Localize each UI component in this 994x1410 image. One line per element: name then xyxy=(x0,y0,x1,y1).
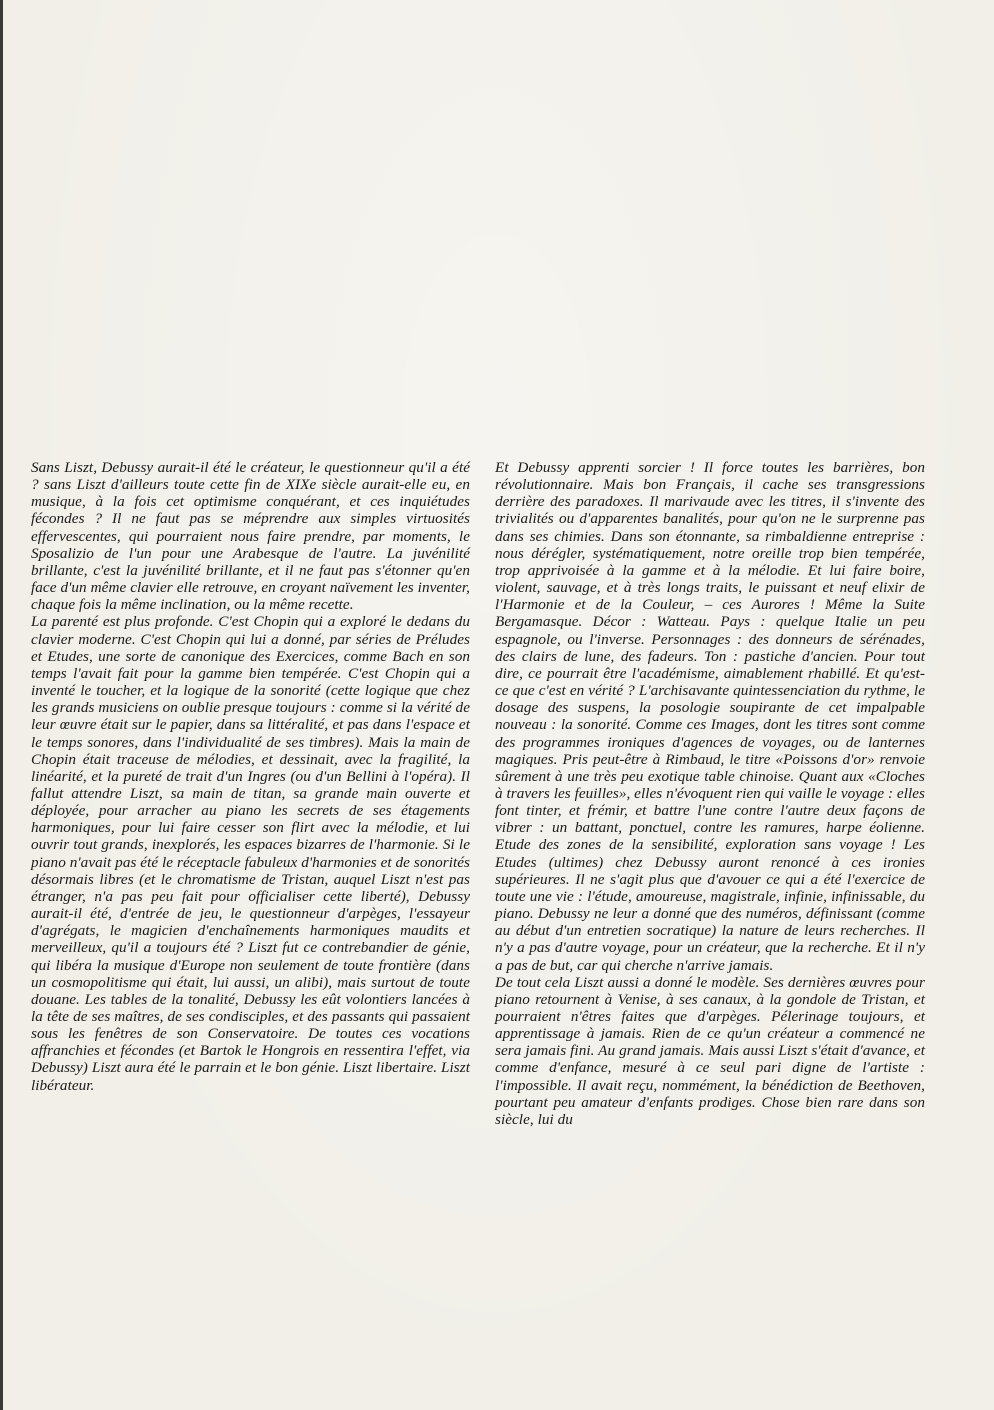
left-paragraph-1: Sans Liszt, Debussy aurait-il été le créateur, le questionneur qu'il a été ? sans Liszt d'ailleurs toute cette fin de XIXe siècle aurait-elle eu, en musique, à la fois cet optimisme conquérant, et ces inquiétudes fécondes ? Il ne faut pas se méprendre aux simples virtuosités effervescentes, qui pourraient nous faire prendre, par moments, le Sposalizio de l'un pour une Arabesque de l'autre. La juvénilité brillante, c'est la juvénilité brillante, et il ne faut pas s'étonner qu'en face d'un même clavier elle retrouve, en croyant naïvement les inventer, chaque fois la même inclination, ou la même recette. xyxy=(31,459,470,614)
right-text-column xyxy=(495,459,925,1128)
page-edge-shadow xyxy=(0,0,3,1410)
left-paragraph-2: La parenté est plus profonde. C'est Chopin qui a exploré le dedans du clavier moderne. C'est Chopin qui lui a donné, par séries de Préludes et Etudes, une sorte de canonique des Exercices, comme Bach en son temps l'avait fait pour la gamme bien tempérée. C'est Chopin qui a inventé le toucher, et la logique de la sonorité (cette logique que chez les grands musiciens on oublie presque toujours : comme si la vérité de leur œuvre était sur le papier, dans sa littéralité, et pas dans l'espace et le temps sonores, dans l'individualité de ses timbres). Mais la main de Chopin était traceuse de mélodies, et dessinait, avec la fragilité, la linéarité, et la pureté de trait d'un Ingres (ou d'un Bellini à l'opéra). Il fallut attendre Liszt, sa main de titan, sa grande main ouverte et déployée, pour arracher au piano les secrets de ses étagements harmoniques, pour lui faire cesser son flirt avec la mélodie, et lui ouvrir tout grands, inexplorés, les espaces bizarres de l'harmonie. Si le piano n'avait pas été le réceptacle fabuleux d'harmonies et de sonorités désormais libres (et le chromatisme de Tristan, auquel Liszt n'est pas étranger, n'a pas peu fait pour officialiser cette liberté), Debussy aurait-il été, d'entrée de jeu, le questionneur d'arpèges, l'essayeur d'agrégats, le magicien d'enchaînements harmoniques maudits et merveilleux, qu'il a toujours été ? Liszt fut ce contrebandier de génie, qui libéra la musique d'Europe non seulement de toute frontière (dans un cosmopolitisme qui était, lui aussi, un alibi), mais surtout de toute douane. Les tables de la tonalité, Debussy les eût volontiers lancées à la tête de ses maîtres, de ses condisciples, et des passants qui passaient sous les fenêtres de son Conservatoire. De toutes ces vocations affranchies et fécondes (et Bartok le Hongrois en ressentira l'effet, via Debussy) Liszt aura été le parrain et le bon génie. Liszt libertaire. Liszt libérateur. xyxy=(31,613,470,1094)
right-paragraph-1: Et Debussy apprenti sorcier ! Il force toutes les barrières, bon révolutionnaire. Mais bon Français, il cache ses transgressions derrière des paradoxes. Il marivaude avec les titres, il s'invente des trivialités ou d'apparentes banalités, pour qu'on ne le surprenne pas dans ses chimies. Dans son étonnante, sa rimbaldienne entreprise : nous dérégler, systématiquement, notre oreille trop bien tempérée, trop apprivoisée à la gamme et à la mélodie. Et lui faire boire, violent, sauvage, et à très longs traits, le puissant et neuf elixir de l'Harmonie et de la Couleur, – ces Aurores ! Même la Suite Bergamasque. Décor : Watteau. Pays : quelque Italie un peu espagnole, ou l'inverse. Personnages : des donneurs de sérénades, des clairs de lune, des fadeurs. Ton : pastiche d'ancien. Pour tout dire, ce pourrait être l'académisme, aimablement rhabillé. Et qu'est-ce que c'est en vérité ? L'archisavante quintessenciation du rythme, le dosage des suspens, la posologie soupirante de cet impalpable nouveau : la sonorité. Comme ces Images, dont les titres sont comme des programmes ironiques d'agences de voyages, ou de lanternes magiques. Pris peut-être à Rimbaud, le titre «Poissons d'or» renvoie sûrement à une très peu exotique table chinoise. Quant aux «Cloches à travers les feuilles», elles n'évoquent rien qui vaille le voyage : elles font tinter, et frémir, et battre l'une contre l'autre deux façons de vibrer : un battant, ponctuel, contre les ramures, harpe éolienne. Etude des zones de la sensibilité, exploration sans voyage ! Les Etudes (ultimes) chez Debussy auront renoncé à ces ironies supérieures. Il ne s'agit plus que d'avouer ce qui a été l'exercice de toute une vie : l'étude, amoureuse, magistrale, infinie, infinissable, du piano. Debussy ne leur a donné que des numéros, définissant (comme au début d'un entretien socratique) la nature de leurs recherches. Il n'y a pas d'autre voyage, pour un créateur, que la recherche. Et il n'y a pas de but, car qui cherche n'arrive jamais. xyxy=(495,459,926,974)
right-paragraph-2: De tout cela Liszt aussi a donné le modèle. Ses dernières œuvres pour piano retournent à Venise, à ses canaux, à la gondole de Tristan, et pourraient n'êtres faites que d'arpèges. Pélerinage toujours, et apprentissage à jamais. Rien de ce qu'un créateur a commencé ne sera jamais fini. Au grand jamais. Mais aussi Liszt s'était d'avance, et comme d'enfance, mesuré à ce seul pari digne de l'artiste : l'impossible. Il avait reçu, nommément, la bénédiction de Beethoven, pourtant peu amateur d'enfants prodiges. Chose bien rare dans son siècle, lui du xyxy=(495,973,925,1128)
left-text-column xyxy=(31,459,470,1094)
